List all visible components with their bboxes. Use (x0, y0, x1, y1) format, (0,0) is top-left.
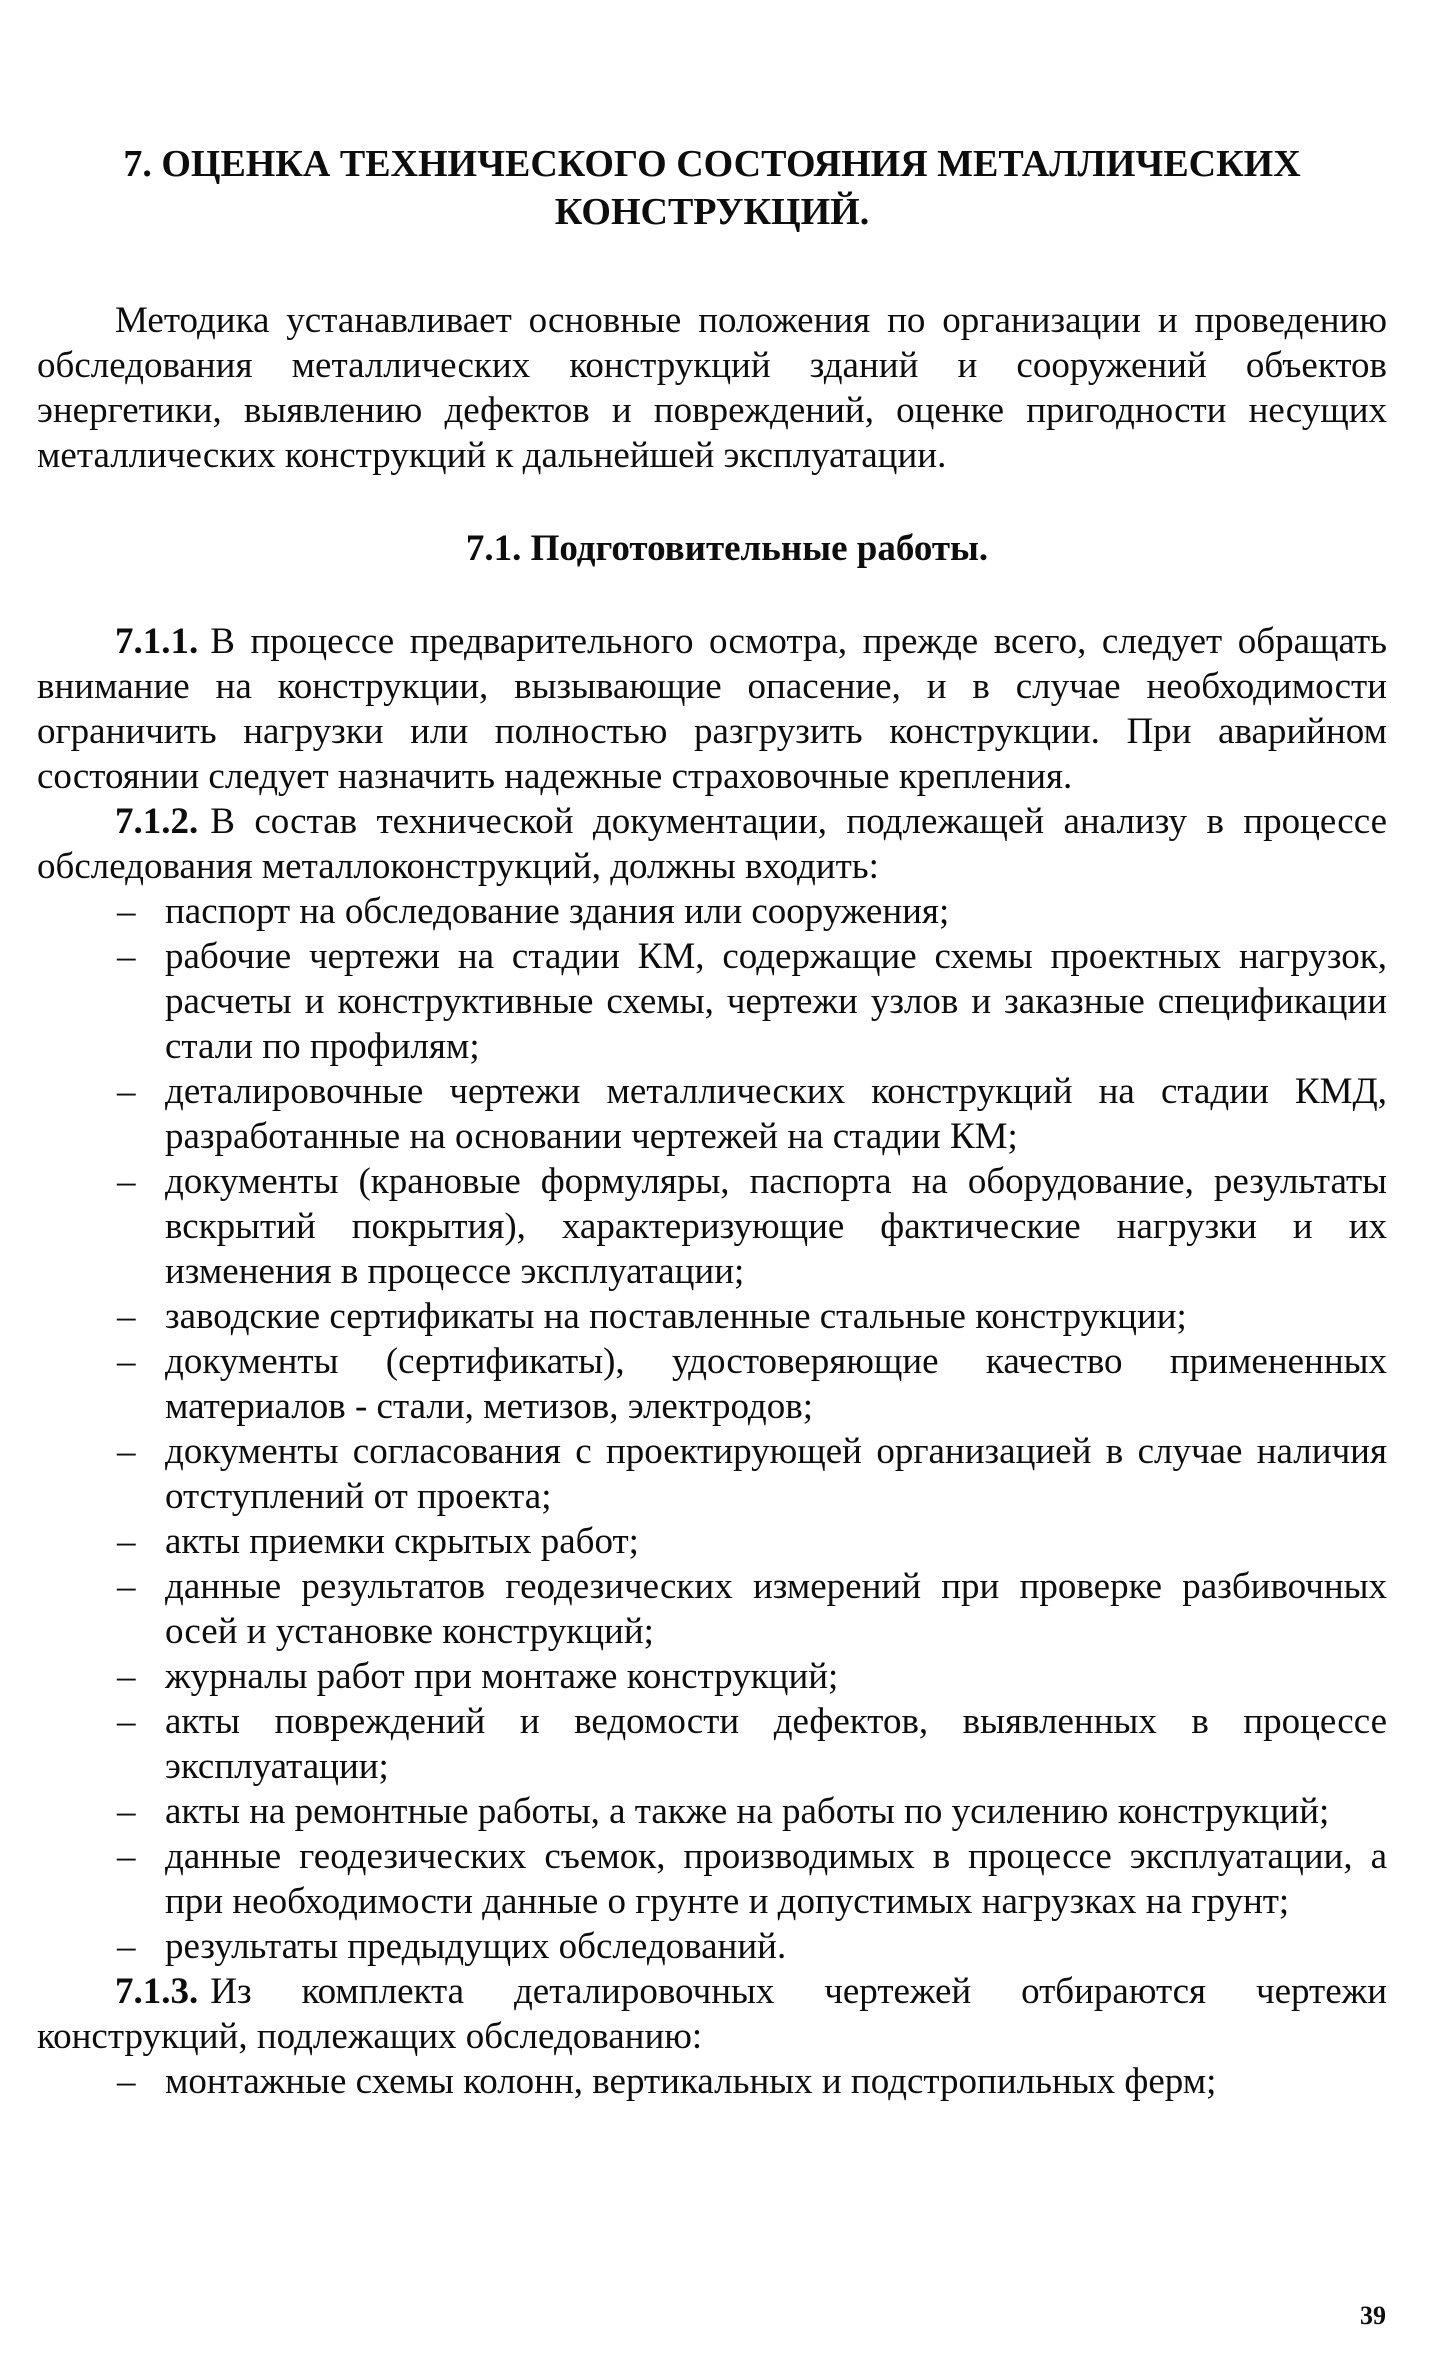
dash-marker: – (117, 891, 136, 932)
dash-marker: – (117, 1521, 136, 1562)
list-item: – журналы работ при монтаже конструкций; (117, 1656, 839, 1697)
dash-marker: – (117, 1926, 136, 1967)
dash-marker: – (117, 1161, 136, 1202)
list-item: – документы (сертификаты), удостоверяющие качество примененных материалов - стали, метизов, электродов; (117, 1341, 1387, 1427)
list-item: – документы согласования с проектирующей организацией в случае наличия отступлений от проекта; (117, 1431, 1387, 1517)
paragraph-7-1-3 (37, 1969, 1387, 2059)
dash-marker: – (117, 1341, 136, 1382)
list-item: – паспорт на обследование здания или сооружения; (117, 891, 950, 932)
list-item: – акты на ремонтные работы, а также на работы по усилению конструкций; (117, 1791, 1330, 1832)
documentation-list (37, 889, 1387, 1969)
paragraph-number: 7.1.3. (115, 1971, 199, 2012)
dash-marker: – (117, 1431, 136, 1472)
paragraph-text: В состав технической документации, подлежащей анализу в процессе обследования металлоконструкций, должны входить: (37, 801, 1387, 887)
section-title: 7.1. Подготовительные работы. (465, 528, 989, 569)
chapter-title: 7. ОЦЕНКА ТЕХНИЧЕСКОГО СОСТОЯНИЯ МЕТАЛЛИЧЕСКИХ КОНСТРУКЦИЙ. (123, 143, 1301, 233)
list-item: – рабочие чертежи на стадии КМ, содержащие схемы проектных нагрузок, расчеты и конструктивные схемы, чертежи узлов и заказные спецификации стали по профилям; (117, 936, 1387, 1067)
dash-marker: – (117, 1656, 136, 1697)
dash-marker: – (117, 1836, 136, 1877)
dash-marker: – (117, 936, 136, 977)
drawings-list (37, 2059, 1387, 2104)
paragraph-7-1-2 (37, 799, 1387, 889)
list-item: – монтажные схемы колонн, вертикальных и подстропильных ферм; (117, 2061, 1217, 2102)
list-item: – акты приемки скрытых работ; (117, 1521, 639, 1562)
paragraph-text: В процессе предварительного осмотра, прежде всего, следует обращать внимание на конструкции, вызывающие опасение, и в случае необходимости ограничить нагрузки или полностью разгрузить конструкции. При аварийном состоянии следует назначить надежные страховочные крепления. (37, 621, 1387, 797)
list-item: – документы (крановые формуляры, паспорта на оборудование, результаты вскрытий покрытия), характеризующие фактические нагрузки и их изменения в процессе эксплуатации; (117, 1161, 1387, 1292)
list-item: – заводские сертификаты на поставленные стальные конструкции; (117, 1296, 1187, 1337)
list-item: – акты повреждений и ведомости дефектов, выявленных в процессе эксплуатации; (117, 1701, 1387, 1787)
paragraph-text: Из комплекта деталировочных чертежей отбираются чертежи конструкций, подлежащих обследованию: (37, 1971, 1387, 2057)
page-content (37, 140, 1387, 2104)
paragraph-number: 7.1.1. (115, 621, 199, 662)
list-item: – данные геодезических съемок, производимых в процессе эксплуатации, а при необходимости данные о грунте и допустимых нагрузках на грунт; (117, 1836, 1387, 1922)
dash-marker: – (117, 2061, 136, 2102)
dash-marker: – (117, 1296, 136, 1337)
paragraph-7-1-1 (37, 619, 1387, 799)
dash-marker: – (117, 1566, 136, 1607)
list-item: – результаты предыдущих обследований. (117, 1926, 787, 1967)
dash-marker: – (117, 1071, 136, 1112)
list-item: – данные результатов геодезических измерений при проверке разбивочных осей и установке конструкций; (117, 1566, 1387, 1652)
intro-paragraph: Методика устанавливает основные положения по организации и проведению обследования металлических конструкций зданий и сооружений объектов энергетики, выявлению дефектов и повреждений, оценке пригодности несущих металлических конструкций к дальнейшей эксплуатации. (37, 300, 1387, 476)
dash-marker: – (117, 1791, 136, 1832)
list-item: – деталировочные чертежи металлических конструкций на стадии КМД, разработанные на основании чертежей на стадии КМ; (117, 1071, 1387, 1157)
paragraph-number: 7.1.2. (115, 801, 199, 842)
page-number: 39 (1360, 2301, 1386, 2330)
dash-marker: – (117, 1701, 136, 1742)
